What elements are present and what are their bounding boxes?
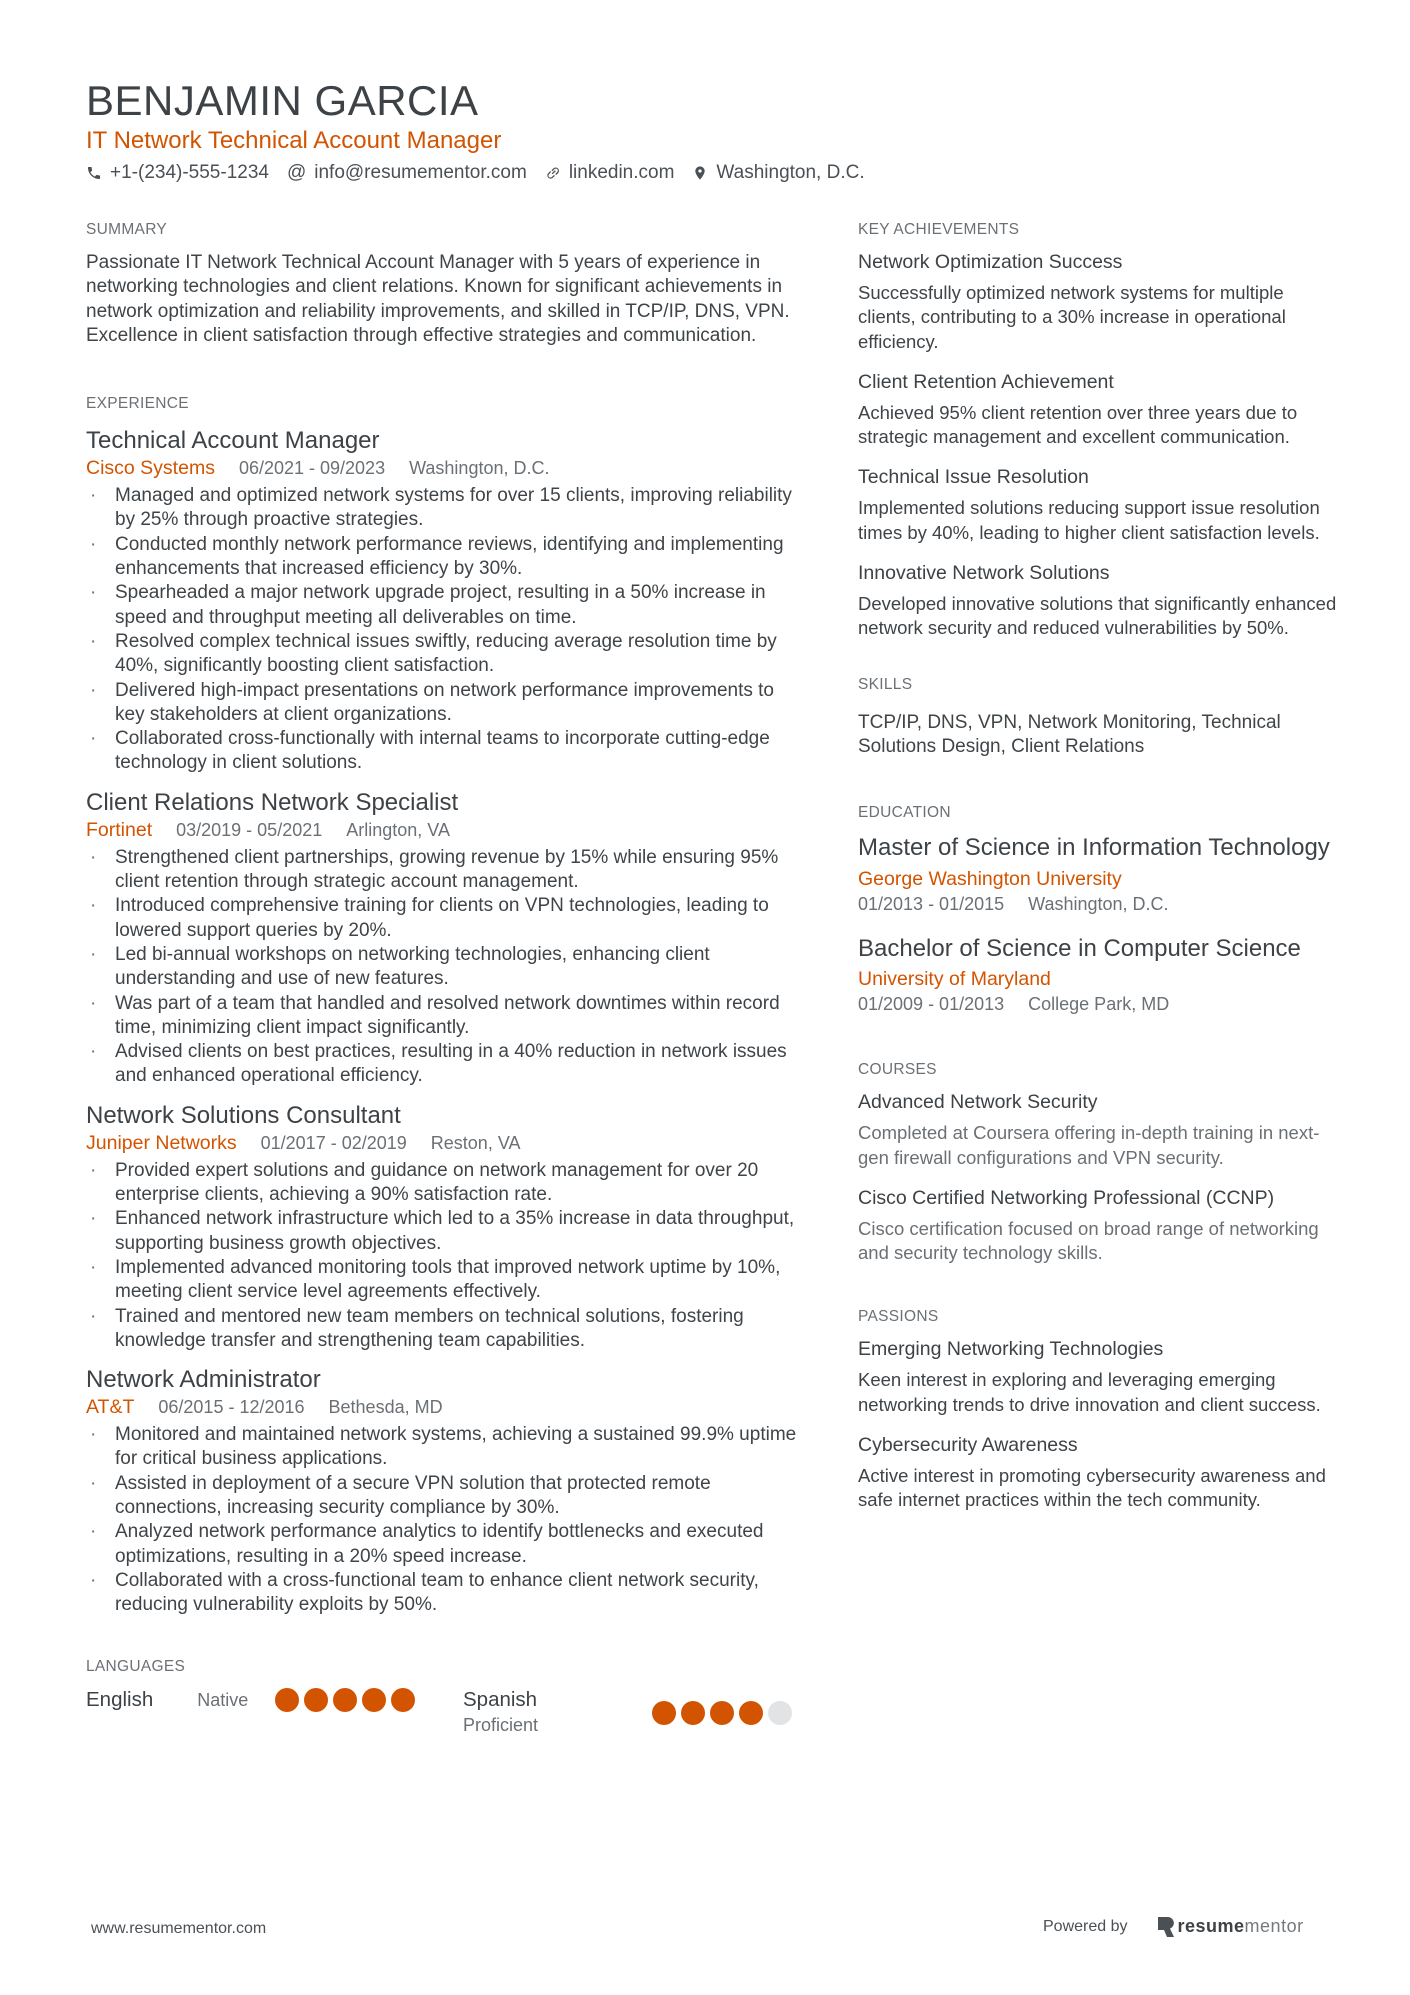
language-spanish bbox=[463, 1687, 538, 1737]
education-dates: 01/2013 - 01/2015 bbox=[858, 893, 1005, 914]
contact-info bbox=[86, 160, 1326, 186]
job-bullet: · Analyzed network performance analytics to identify bottlenecks and executed optimizations, resulting in a 20% speed increase. bbox=[86, 1520, 806, 1569]
education-item bbox=[858, 833, 1338, 916]
course-item bbox=[858, 1090, 1338, 1170]
education-meta bbox=[858, 992, 1338, 1016]
job-bullet: · Collaborated with a cross-functional team to enhance client network security, reducing vulnerability exploits by 50%. bbox=[86, 1569, 806, 1618]
achievements-heading: KEY ACHIEVEMENTS bbox=[858, 221, 1020, 238]
contact-email-text[interactable]: info@resumementor.com bbox=[314, 162, 527, 183]
achievement-desc: Achieved 95% client retention over three years due to strategic management and excellent communication. bbox=[858, 401, 1298, 448]
brand-name-part2: mentor bbox=[1244, 1916, 1304, 1936]
job-bullets bbox=[86, 846, 806, 1089]
rating-dot-filled bbox=[739, 1701, 763, 1725]
job-entry bbox=[86, 1101, 806, 1353]
education-school: University of Maryland bbox=[858, 968, 1051, 991]
job-title: Client Relations Network Specialist bbox=[86, 788, 459, 816]
rating-dot-filled bbox=[362, 1688, 386, 1712]
achievement-title: Client Retention Achievement bbox=[858, 370, 1114, 393]
summary-section bbox=[86, 220, 806, 348]
job-bullet: · Led bi-annual workshops on networking technologies, enhancing client understanding and use of new features. bbox=[86, 943, 806, 992]
achievements-section bbox=[858, 220, 1338, 641]
experience-heading: EXPERIENCE bbox=[86, 395, 189, 413]
course-title: Advanced Network Security bbox=[858, 1091, 1098, 1114]
job-location: Reston, VA bbox=[430, 1132, 521, 1153]
courses-section bbox=[858, 1060, 1338, 1265]
job-bullet: · Assisted in deployment of a secure VPN solution that protected remote connections, increasing security compliance by 30%. bbox=[86, 1472, 806, 1521]
rating-dot-filled bbox=[652, 1701, 676, 1725]
skills-list: TCP/IP, DNS, VPN, Network Monitoring, Technical Solutions Design, Client Relations bbox=[858, 711, 1281, 757]
job-title: Network Solutions Consultant bbox=[86, 1101, 401, 1129]
job-bullet: · Managed and optimized network systems for over 15 clients, improving reliability by 25% through proactive strategies. bbox=[86, 484, 806, 533]
footer-website[interactable]: www.resumementor.com bbox=[91, 1920, 267, 1937]
education-school: George Washington University bbox=[858, 867, 1122, 890]
job-bullet: · Conducted monthly network performance reviews, identifying and implementing enhancements that increased efficiency by 30%. bbox=[86, 533, 806, 582]
language-rating bbox=[652, 1701, 792, 1725]
education-dates: 01/2009 - 01/2013 bbox=[858, 994, 1005, 1015]
job-bullets bbox=[86, 484, 806, 776]
job-meta bbox=[86, 456, 806, 480]
passion-title: Emerging Networking Technologies bbox=[858, 1338, 1164, 1361]
contact-email[interactable] bbox=[287, 160, 527, 186]
skills-heading: SKILLS bbox=[858, 675, 913, 693]
job-title: Technical Account Manager bbox=[86, 427, 380, 455]
job-bullet: · Introduced comprehensive training for clients on VPN technologies, leading to lowered support queries by 20%. bbox=[86, 894, 806, 943]
summary-text: Passionate IT Network Technical Account Manager with 5 years of experience in networking technologies and client relations. Known for significant achievements in network optimization and reliability improvements, and skilled in TCP/IP, DNS, VPN. Excellence in client satisfaction through effective strategies and communication. bbox=[86, 252, 790, 346]
job-bullet: · Delivered high-impact presentations on network performance improvements to key stakeholders at client organizations. bbox=[86, 679, 806, 728]
rating-dot-filled bbox=[391, 1688, 415, 1712]
contact-linkedin[interactable] bbox=[545, 160, 675, 186]
job-dates: 06/2015 - 12/2016 bbox=[158, 1397, 305, 1418]
achievement-title: Innovative Network Solutions bbox=[858, 562, 1110, 585]
contact-location-text: Washington, D.C. bbox=[716, 162, 865, 183]
languages-section bbox=[86, 1657, 806, 1739]
job-location: Arlington, VA bbox=[346, 819, 450, 840]
job-entry bbox=[86, 788, 806, 1089]
footer-branding bbox=[1043, 1916, 1304, 1937]
resume-header bbox=[86, 76, 1326, 186]
job-meta bbox=[86, 1131, 806, 1155]
job-location: Bethesda, MD bbox=[328, 1397, 443, 1418]
course-item bbox=[858, 1186, 1338, 1266]
achievement-item bbox=[858, 561, 1338, 641]
passion-desc: Keen interest in exploring and leveraging emerging networking trends to drive innovation and client success. bbox=[858, 1369, 1321, 1415]
education-degree: Master of Science in Information Technology bbox=[858, 834, 1330, 862]
job-bullet: · Was part of a team that handled and resolved network downtimes within record time, minimizing client impact significantly. bbox=[86, 992, 806, 1041]
job-company: AT&T bbox=[86, 1396, 135, 1419]
link-icon bbox=[545, 165, 561, 181]
passions-section bbox=[858, 1307, 1338, 1512]
passion-title: Cybersecurity Awareness bbox=[858, 1434, 1078, 1457]
rating-dot-filled bbox=[681, 1701, 705, 1725]
job-bullet: · Spearheaded a major network upgrade project, resulting in a 50% increase in speed and throughput meeting all deliverables on time. bbox=[86, 581, 806, 630]
education-heading: EDUCATION bbox=[858, 804, 951, 822]
language-level: Native bbox=[197, 1690, 249, 1711]
candidate-name: BENJAMIN GARCIA bbox=[86, 77, 479, 124]
left-column bbox=[86, 220, 806, 1739]
job-dates: 06/2021 - 09/2023 bbox=[238, 458, 386, 479]
job-bullet: · Enhanced network infrastructure which led to a 35% increase in data throughput, supporting business growth objectives. bbox=[86, 1207, 806, 1256]
language-name: English bbox=[86, 1688, 154, 1712]
course-desc: Completed at Coursera offering in-depth training in next-gen firewall configurations and VPN security. bbox=[858, 1122, 1320, 1168]
achievement-title: Technical Issue Resolution bbox=[858, 466, 1089, 489]
job-dates: 01/2017 - 02/2019 bbox=[260, 1132, 407, 1153]
job-bullet: · Strengthened client partnerships, growing revenue by 15% while ensuring 95% client retention through strategic account management. bbox=[86, 846, 806, 895]
right-column bbox=[858, 220, 1338, 1529]
job-dates: 03/2019 - 05/2021 bbox=[176, 819, 323, 840]
rating-dot-filled bbox=[333, 1688, 357, 1712]
language-rating bbox=[275, 1688, 415, 1712]
job-entry bbox=[86, 1365, 806, 1617]
job-company: Juniper Networks bbox=[86, 1131, 237, 1154]
job-bullet: · Advised clients on best practices, resulting in a 40% reduction in network issues and enhanced operational efficiency. bbox=[86, 1040, 806, 1089]
passion-desc: Active interest in promoting cybersecurity awareness and safe internet practices within the tech community. bbox=[858, 1465, 1326, 1511]
job-title: Network Administrator bbox=[86, 1366, 321, 1394]
language-level: Proficient bbox=[463, 1715, 539, 1736]
course-title: Cisco Certified Networking Professional (CCNP) bbox=[858, 1186, 1275, 1209]
achievement-desc: Successfully optimized network systems for multiple clients, contributing to a 30% increase in operational efficiency. bbox=[858, 282, 1286, 352]
job-bullet: · Implemented advanced monitoring tools that improved network uptime by 10%, meeting client service level agreements effectively. bbox=[86, 1256, 806, 1305]
achievement-desc: Implemented solutions reducing support issue resolution times by 40%, leading to higher client satisfaction levels. bbox=[858, 497, 1320, 543]
brand-name-part1: resume bbox=[1177, 1916, 1245, 1936]
passion-item bbox=[858, 1433, 1338, 1513]
job-company: Cisco Systems bbox=[86, 457, 215, 480]
job-bullet: · Resolved complex technical issues swiftly, reducing average resolution time by 40%, significantly boosting client satisfaction. bbox=[86, 630, 806, 679]
contact-linkedin-text[interactable]: linkedin.com bbox=[568, 162, 675, 183]
rating-dot-filled bbox=[275, 1688, 299, 1712]
job-bullet: · Collaborated cross-functionally with internal teams to incorporate cutting-edge technology in client solutions. bbox=[86, 727, 806, 776]
job-bullet: · Monitored and maintained network systems, achieving a sustained 99.9% uptime for critical business applications. bbox=[86, 1423, 806, 1472]
language-name: Spanish bbox=[463, 1688, 538, 1712]
education-location: Washington, D.C. bbox=[1028, 893, 1169, 914]
passion-item bbox=[858, 1337, 1338, 1417]
contact-location bbox=[692, 160, 864, 186]
course-desc: Cisco certification focused on broad range of networking and security technology skills. bbox=[858, 1217, 1319, 1264]
summary-heading: SUMMARY bbox=[86, 221, 168, 238]
achievement-title: Network Optimization Success bbox=[858, 251, 1123, 273]
language-english bbox=[86, 1687, 248, 1713]
achievement-item bbox=[858, 370, 1338, 450]
job-bullet: · Trained and mentored new team members on technical solutions, fostering knowledge transfer and strengthening team capabilities. bbox=[86, 1305, 806, 1354]
skills-section bbox=[858, 675, 1338, 760]
candidate-title: IT Network Technical Account Manager bbox=[86, 127, 502, 154]
at-icon: @ bbox=[286, 162, 307, 183]
powered-by-label: Powered by bbox=[1043, 1917, 1128, 1935]
phone-icon bbox=[86, 165, 102, 181]
education-section bbox=[858, 803, 1338, 1016]
brand-logo[interactable] bbox=[1158, 1916, 1304, 1937]
job-company: Fortinet bbox=[86, 818, 153, 841]
job-entry bbox=[86, 426, 806, 776]
languages-heading: LANGUAGES bbox=[86, 1658, 186, 1676]
job-meta bbox=[86, 818, 806, 842]
location-pin-icon bbox=[692, 165, 708, 181]
contact-phone-text: +1-(234)-555-1234 bbox=[110, 162, 269, 183]
rating-dot-filled bbox=[710, 1701, 734, 1725]
job-location: Washington, D.C. bbox=[409, 458, 550, 479]
rating-dot-empty bbox=[768, 1701, 792, 1725]
achievement-desc: Developed innovative solutions that significantly enhanced network security and reduced vulnerabilities by 50%. bbox=[858, 593, 1337, 639]
achievement-item bbox=[858, 465, 1338, 545]
achievement-item bbox=[858, 250, 1338, 354]
courses-heading: COURSES bbox=[858, 1061, 937, 1079]
job-bullets bbox=[86, 1159, 806, 1353]
job-bullet: · Provided expert solutions and guidance on network management for over 20 enterprise clients, achieving a 90% satisfaction rate. bbox=[86, 1159, 806, 1208]
experience-section bbox=[86, 394, 806, 1617]
education-meta bbox=[858, 892, 1338, 916]
languages-row bbox=[86, 1687, 806, 1739]
education-location: College Park, MD bbox=[1028, 994, 1170, 1015]
job-meta bbox=[86, 1395, 806, 1419]
contact-phone bbox=[86, 160, 269, 186]
job-bullets bbox=[86, 1423, 806, 1617]
education-degree: Bachelor of Science in Computer Science bbox=[858, 934, 1301, 962]
passions-heading: PASSIONS bbox=[858, 1308, 939, 1326]
education-item bbox=[858, 934, 1338, 1017]
rating-dot-filled bbox=[304, 1688, 328, 1712]
resumementor-logo-icon bbox=[1158, 1917, 1174, 1937]
